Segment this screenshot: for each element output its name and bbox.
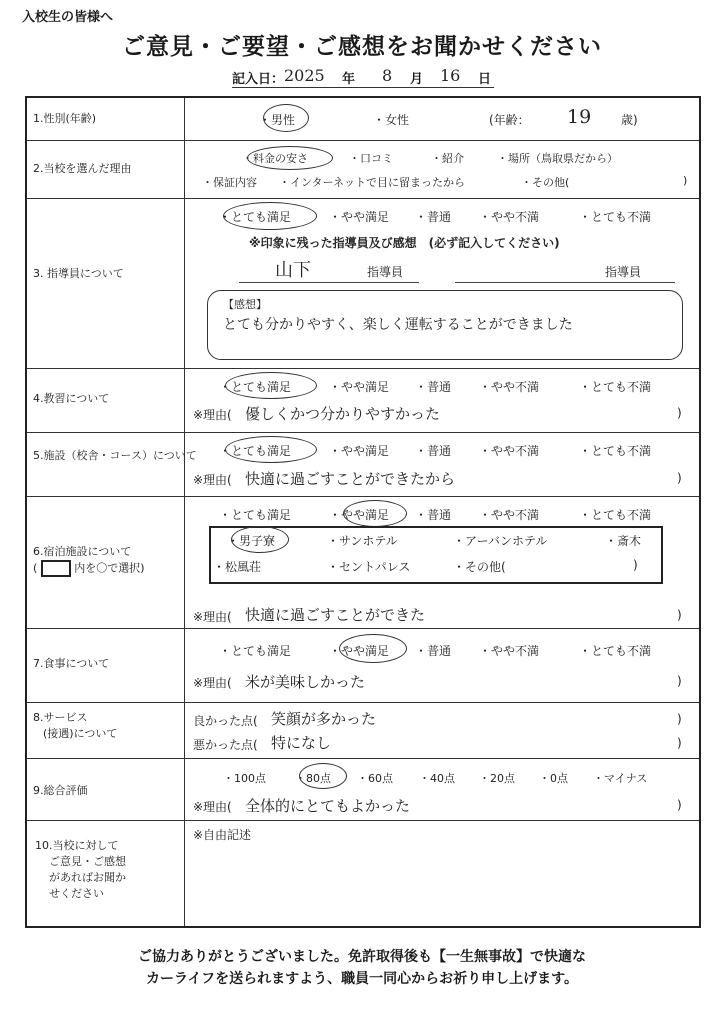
q2-option-internet[interactable]: ・インターネットで目に留まったから	[279, 176, 466, 189]
q4-opt-very-satisfied[interactable]: ・とても満足	[219, 380, 292, 394]
q2-option-other[interactable]: ・その他(	[521, 176, 570, 189]
q10-free-label: ※自由記述	[193, 828, 252, 842]
q7-opt-neutral[interactable]: ・普通	[415, 644, 452, 658]
q1-option-male[interactable]: ・男性	[259, 113, 296, 127]
q6-hotel-sun[interactable]: ・サンホテル	[327, 534, 398, 548]
q6-reason-close: )	[677, 608, 682, 622]
q10-label	[35, 838, 126, 902]
q3-impression-label: 【感想】	[223, 298, 267, 311]
selected-circle	[223, 202, 317, 230]
free-comment-area[interactable]	[189, 846, 694, 920]
survey-table	[25, 96, 701, 928]
date-row	[232, 68, 502, 90]
q7-opt-satisfied[interactable]: ・やや満足	[329, 644, 390, 658]
q9-label: 9.総合評価	[33, 784, 88, 797]
selected-circle	[231, 526, 289, 553]
q4-label: 4.教習について	[33, 392, 110, 405]
q5-opt-satisfied[interactable]: ・やや満足	[329, 444, 390, 458]
q3-instructor1-name[interactable]: 山下	[275, 260, 311, 281]
q2-option-price[interactable]: ・料金の安さ	[242, 152, 308, 165]
q6-hotel-shofuso[interactable]: ・松風荘	[213, 560, 262, 574]
q9-opt-20[interactable]: ・20点	[479, 772, 515, 785]
q6-hotel-saiki[interactable]: ・斎木	[605, 534, 642, 548]
q4-reason-close: )	[677, 406, 682, 420]
selected-circle	[339, 634, 407, 663]
q6-hotel-other-close: )	[633, 558, 638, 572]
q8-good[interactable]: 笑顔が多かった	[271, 710, 377, 728]
q6-label	[33, 544, 145, 577]
q9-opt-80[interactable]: ・80点	[295, 772, 331, 785]
q8-label-line1: 8.サービス	[33, 711, 88, 724]
date-month-unit: 月	[410, 72, 424, 87]
q5-opt-very-dissatisfied[interactable]: ・とても不満	[579, 444, 652, 458]
q6-hotel-dorm[interactable]: ・男子寮	[227, 534, 276, 548]
q1-age-value[interactable]: 19	[567, 106, 592, 128]
q6-hotel-urban[interactable]: ・アーバンホテル	[453, 534, 548, 548]
q2-label: 2.当校を選んだ理由	[33, 162, 132, 175]
q8-bad[interactable]: 特になし	[271, 734, 332, 752]
q6-reason[interactable]: 快適に過ごすことができた	[245, 606, 426, 624]
q6-hotel-saintpalace[interactable]: ・セントパレス	[327, 560, 411, 574]
q2-option-referral[interactable]: ・紹介	[431, 152, 464, 165]
q2-option-guarantee[interactable]: ・保証内容	[202, 176, 257, 189]
q9-opt-40[interactable]: ・40点	[419, 772, 455, 785]
q6-label-line1: 6.宿泊施設について	[33, 545, 132, 558]
q8-good-close: )	[677, 712, 682, 726]
q3-opt-very-satisfied[interactable]: ・とても満足	[219, 210, 292, 224]
q5-opt-neutral[interactable]: ・普通	[415, 444, 452, 458]
q6-opt-neutral[interactable]: ・普通	[415, 508, 452, 522]
q5-reason-label: ※理由(	[193, 473, 232, 487]
q8-label	[33, 710, 117, 742]
q3-instructor2-suffix: 指導員	[605, 265, 642, 279]
q7-reason-label: ※理由(	[193, 676, 232, 690]
q1-label: 1.性別(年齢)	[33, 112, 97, 125]
q9-opt-100[interactable]: ・100点	[223, 772, 266, 785]
q4-opt-very-dissatisfied[interactable]: ・とても不満	[579, 380, 652, 394]
q2-option-location[interactable]: ・場所（鳥取県だから）	[497, 152, 618, 165]
selected-circle	[263, 104, 309, 132]
q3-opt-neutral[interactable]: ・普通	[415, 210, 452, 224]
q9-opt-60[interactable]: ・60点	[357, 772, 393, 785]
q6-opt-very-dissatisfied[interactable]: ・とても不満	[579, 508, 652, 522]
date-year-unit: 年	[342, 72, 356, 87]
q8-bad-close: )	[677, 736, 682, 750]
q1-age-label: (年齢：	[489, 113, 530, 127]
q5-reason-close: )	[677, 471, 682, 485]
q3-opt-satisfied[interactable]: ・やや満足	[329, 210, 390, 224]
form-title: ご意見・ご要望・ご感想をお聞かせください	[122, 34, 602, 60]
q7-opt-very-dissatisfied[interactable]: ・とても不満	[579, 644, 652, 658]
q7-reason[interactable]: 米が美味しかった	[245, 673, 366, 691]
q8-bad-label: 悪かった点(	[193, 738, 258, 752]
selected-circle	[225, 436, 317, 463]
q3-impression-text[interactable]: とても分かりやすく、楽しく運転することができました	[223, 317, 573, 333]
q3-label: 3. 指導員について	[33, 267, 124, 280]
q10-label-line2: ご意見・ご感想	[49, 855, 126, 868]
greeting: 入校生の皆様へ	[22, 10, 114, 25]
selected-circle	[225, 372, 317, 399]
q5-opt-very-satisfied[interactable]: ・とても満足	[219, 444, 292, 458]
q9-reason-label: ※理由(	[193, 800, 232, 814]
q4-reason-label: ※理由(	[193, 408, 232, 422]
q6-opt-very-satisfied[interactable]: ・とても満足	[219, 508, 292, 522]
q8-label-line2: (接遇)について	[43, 727, 118, 740]
q2-other-close: )	[683, 174, 688, 187]
q3-instructor1-suffix: 指導員	[367, 265, 404, 279]
q9-reason-close: )	[677, 798, 682, 812]
q6-opt-dissatisfied[interactable]: ・やや不満	[479, 508, 540, 522]
footer-message	[0, 946, 724, 990]
q6-reason-label: ※理由(	[193, 610, 232, 624]
q9-opt-minus[interactable]: ・マイナス	[593, 772, 648, 785]
q4-reason[interactable]: 優しくかつ分かりやすかった	[245, 405, 441, 423]
legend-box-icon	[41, 560, 71, 577]
q10-label-line3: があればお聞か	[49, 871, 126, 884]
q10-label-line4: せください	[49, 887, 104, 900]
q4-opt-satisfied[interactable]: ・やや満足	[329, 380, 390, 394]
date-day-unit: 日	[478, 72, 492, 87]
q3-opt-dissatisfied[interactable]: ・やや不満	[479, 210, 540, 224]
q5-opt-dissatisfied[interactable]: ・やや不満	[479, 444, 540, 458]
q7-opt-very-satisfied[interactable]: ・とても満足	[219, 644, 292, 658]
date-day[interactable]: 16	[440, 66, 461, 85]
q3-note: ※印象に残った指導員及び感想 (必ず記入してください)	[249, 236, 560, 250]
selected-circle	[247, 146, 333, 170]
selected-circle	[299, 763, 347, 789]
date-month[interactable]: 8	[382, 66, 393, 85]
q7-label: 7.食事について	[33, 657, 110, 670]
date-label: 記入日：	[232, 72, 285, 87]
q10-label-line1: 10.当校に対して	[35, 839, 119, 852]
q7-opt-dissatisfied[interactable]: ・やや不満	[479, 644, 540, 658]
q4-opt-neutral[interactable]: ・普通	[415, 380, 452, 394]
q3-opt-very-dissatisfied[interactable]: ・とても不満	[579, 210, 652, 224]
q8-good-label: 良かった点(	[193, 714, 258, 728]
date-year[interactable]: 2025	[284, 66, 325, 85]
q1-age-unit: 歳)	[621, 113, 638, 127]
footer-line1: ご協力ありがとうございました。免許取得後も【一生無事故】で快適な	[138, 949, 586, 965]
q6-hotel-other[interactable]: ・その他(	[453, 560, 506, 574]
q2-option-review[interactable]: ・口コミ	[349, 152, 393, 165]
q5-reason[interactable]: 快適に過ごすことができたから	[245, 470, 456, 488]
q6-label-line2: ( 内を〇で選択)	[33, 560, 145, 577]
selected-circle	[343, 500, 407, 527]
q4-opt-dissatisfied[interactable]: ・やや不満	[479, 380, 540, 394]
q5-label: 5.施設（校舎・コース）について	[33, 449, 197, 462]
q9-reason[interactable]: 全体的にとてもよかった	[245, 797, 411, 815]
q9-opt-0[interactable]: ・0点	[539, 772, 568, 785]
q7-reason-close: )	[677, 674, 682, 688]
footer-line2: カーライフを送られますよう、職員一同心からお祈り申し上げます。	[145, 971, 579, 987]
q6-opt-satisfied[interactable]: ・やや満足	[329, 508, 390, 522]
q1-option-female[interactable]: ・女性	[373, 113, 410, 127]
